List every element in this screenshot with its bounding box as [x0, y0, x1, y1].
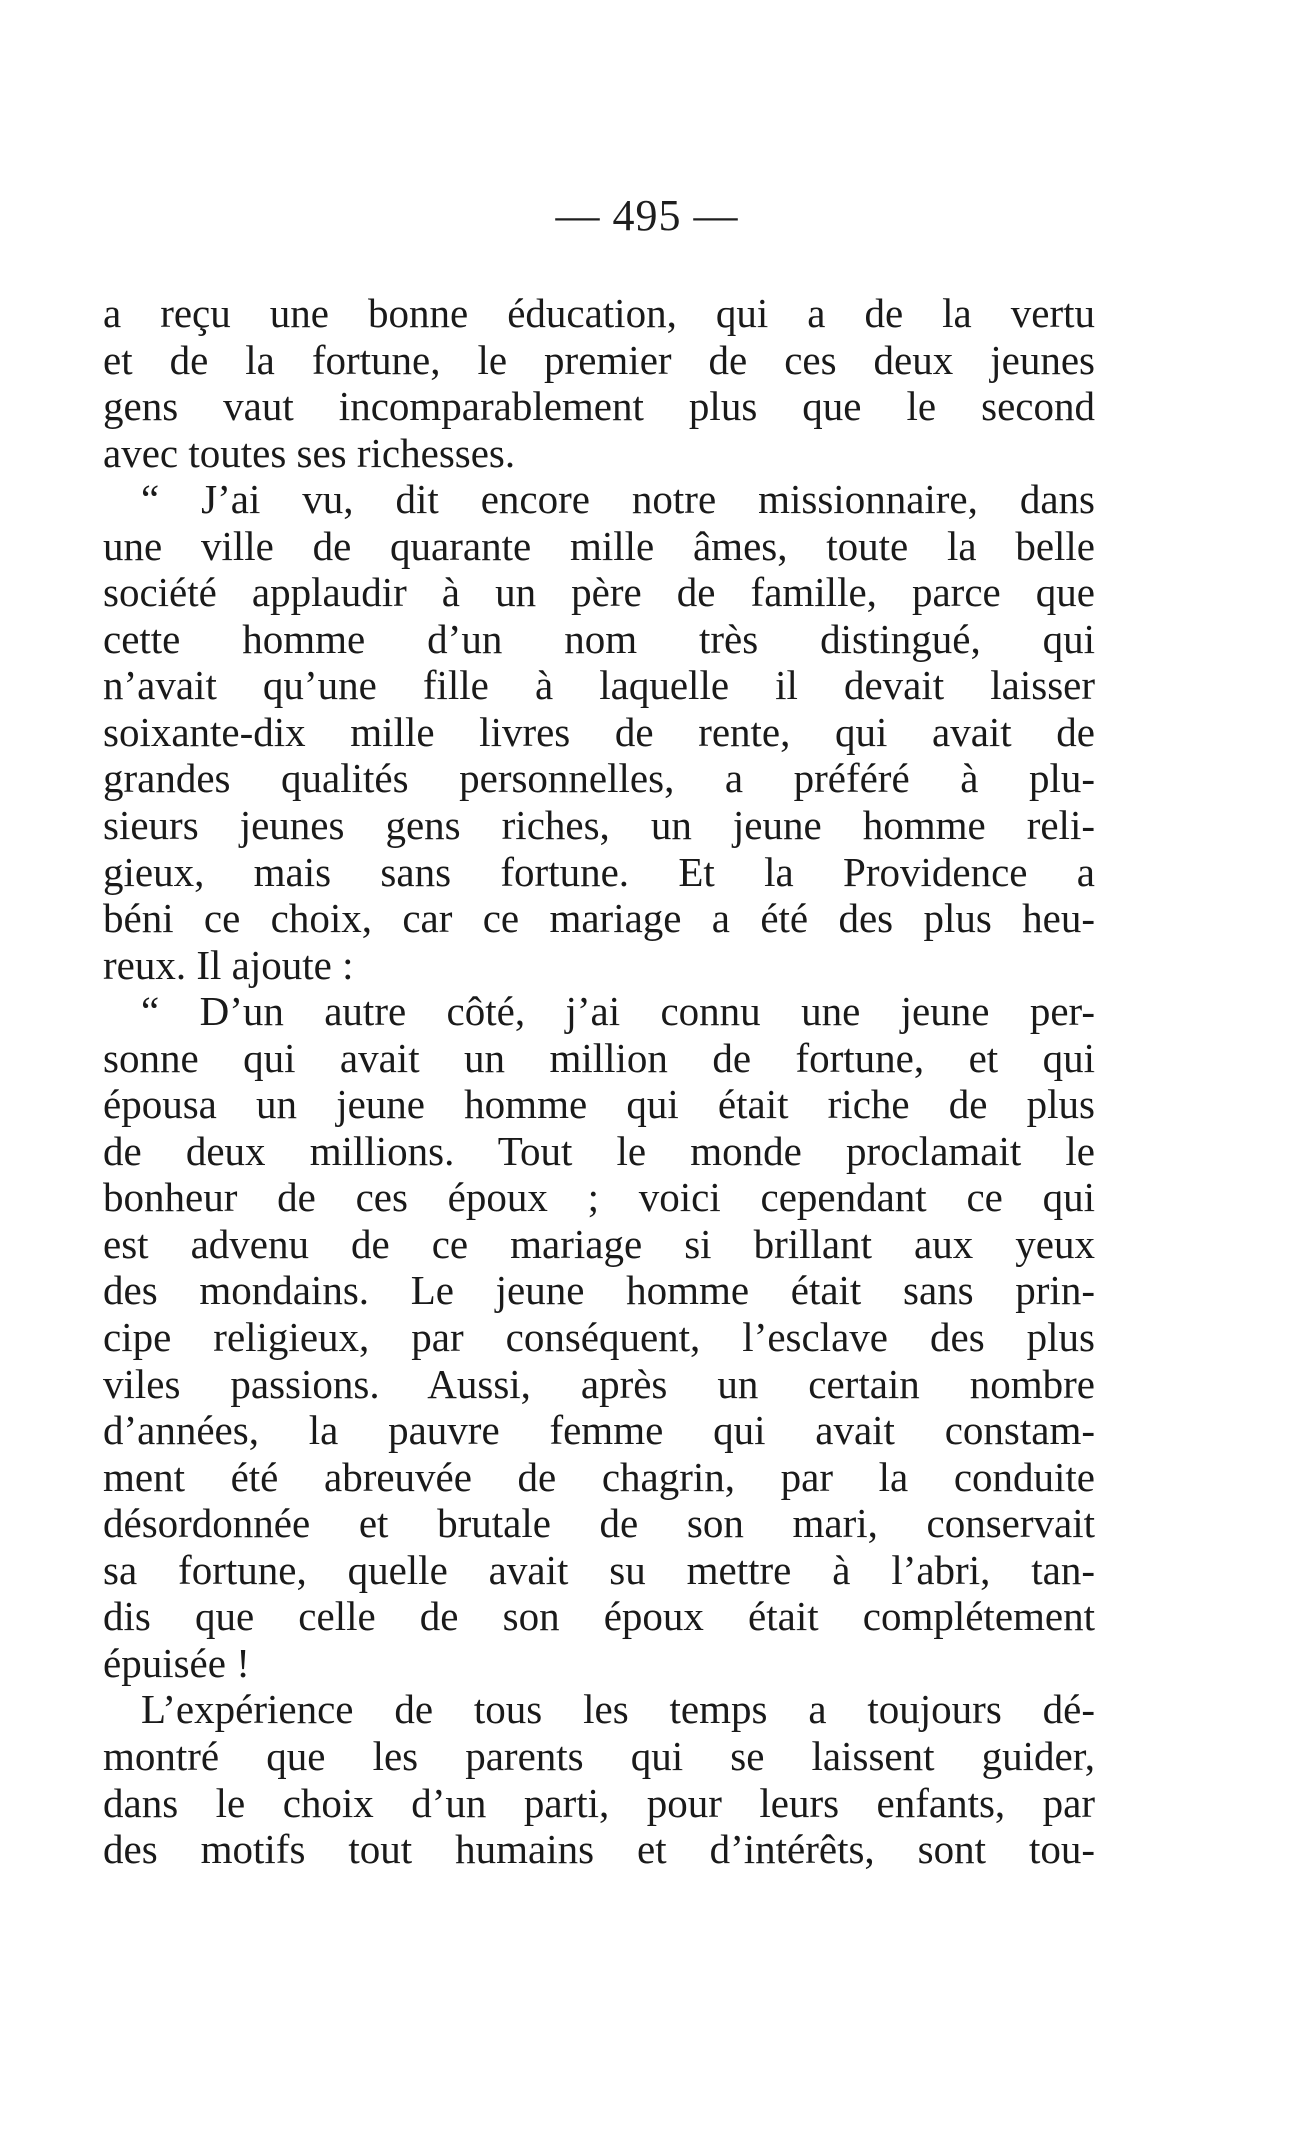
- text-line: n’avait qu’une fille à laquelle il devait laisser: [103, 662, 1095, 709]
- text-line: sa fortune, quelle avait su mettre à l’abri, tan-: [103, 1546, 1095, 1593]
- text-line: dans le choix d’un parti, pour leurs enfants, par: [103, 1779, 1095, 1826]
- text-line: cipe religieux, par conséquent, l’esclave des plus: [103, 1314, 1095, 1361]
- text-line: sonne qui avait un million de fortune, et qui: [103, 1034, 1095, 1081]
- text-line: et de la fortune, le premier de ces deux jeunes: [103, 336, 1095, 383]
- text-line: soixante-dix mille livres de rente, qui avait de: [103, 708, 1095, 755]
- text-line: L’expérience de tous les temps a toujours dé-: [141, 1686, 1095, 1733]
- text-line: dis que celle de son époux était complétement: [103, 1593, 1095, 1640]
- text-line: gens vaut incomparablement plus que le second: [103, 383, 1095, 430]
- text-line: cette homme d’un nom très distingué, qui: [103, 615, 1095, 662]
- text-line: de deux millions. Tout le monde proclamait le: [103, 1127, 1095, 1174]
- page-number: — 495 —: [555, 191, 739, 240]
- text-line: est advenu de ce mariage si brillant aux yeux: [103, 1220, 1095, 1267]
- text-line: épuisée !: [103, 1639, 250, 1686]
- text-line: des mondains. Le jeune homme était sans prin-: [103, 1267, 1095, 1314]
- text-line: a reçu une bonne éducation, qui a de la vertu: [103, 290, 1095, 336]
- text-line: béni ce choix, car ce mariage a été des plus heu-: [103, 895, 1095, 942]
- text-line: épousa un jeune homme qui était riche de plus: [103, 1081, 1095, 1128]
- text-line: avec toutes ses richesses.: [103, 429, 516, 476]
- text-line: bonheur de ces époux ; voici cependant ce qui: [103, 1174, 1095, 1221]
- body-text: [103, 290, 1095, 1873]
- text-line: sieurs jeunes gens riches, un jeune homme reli-: [103, 802, 1095, 849]
- text-line: “ J’ai vu, dit encore notre missionnaire, dans: [141, 476, 1095, 523]
- text-line: montré que les parents qui se laissent guider,: [103, 1732, 1095, 1779]
- text-line: “ D’un autre côté, j’ai connu une jeune per-: [141, 988, 1095, 1035]
- text-line: reux. Il ajoute :: [103, 941, 354, 988]
- text-line: désordonnée et brutale de son mari, conservait: [103, 1500, 1095, 1547]
- text-line: des motifs tout humains et d’intérêts, sont tou-: [103, 1826, 1095, 1873]
- text-line: une ville de quarante mille âmes, toute la belle: [103, 522, 1095, 569]
- text-line: d’années, la pauvre femme qui avait constam-: [103, 1407, 1095, 1454]
- text-line: ment été abreuvée de chagrin, par la conduite: [103, 1453, 1095, 1500]
- text-line: société applaudir à un père de famille, parce que: [103, 569, 1095, 616]
- text-line: gieux, mais sans fortune. Et la Providence a: [103, 848, 1095, 895]
- text-line: viles passions. Aussi, après un certain nombre: [103, 1360, 1095, 1407]
- text-line: grandes qualités personnelles, a préféré à plu-: [103, 755, 1095, 802]
